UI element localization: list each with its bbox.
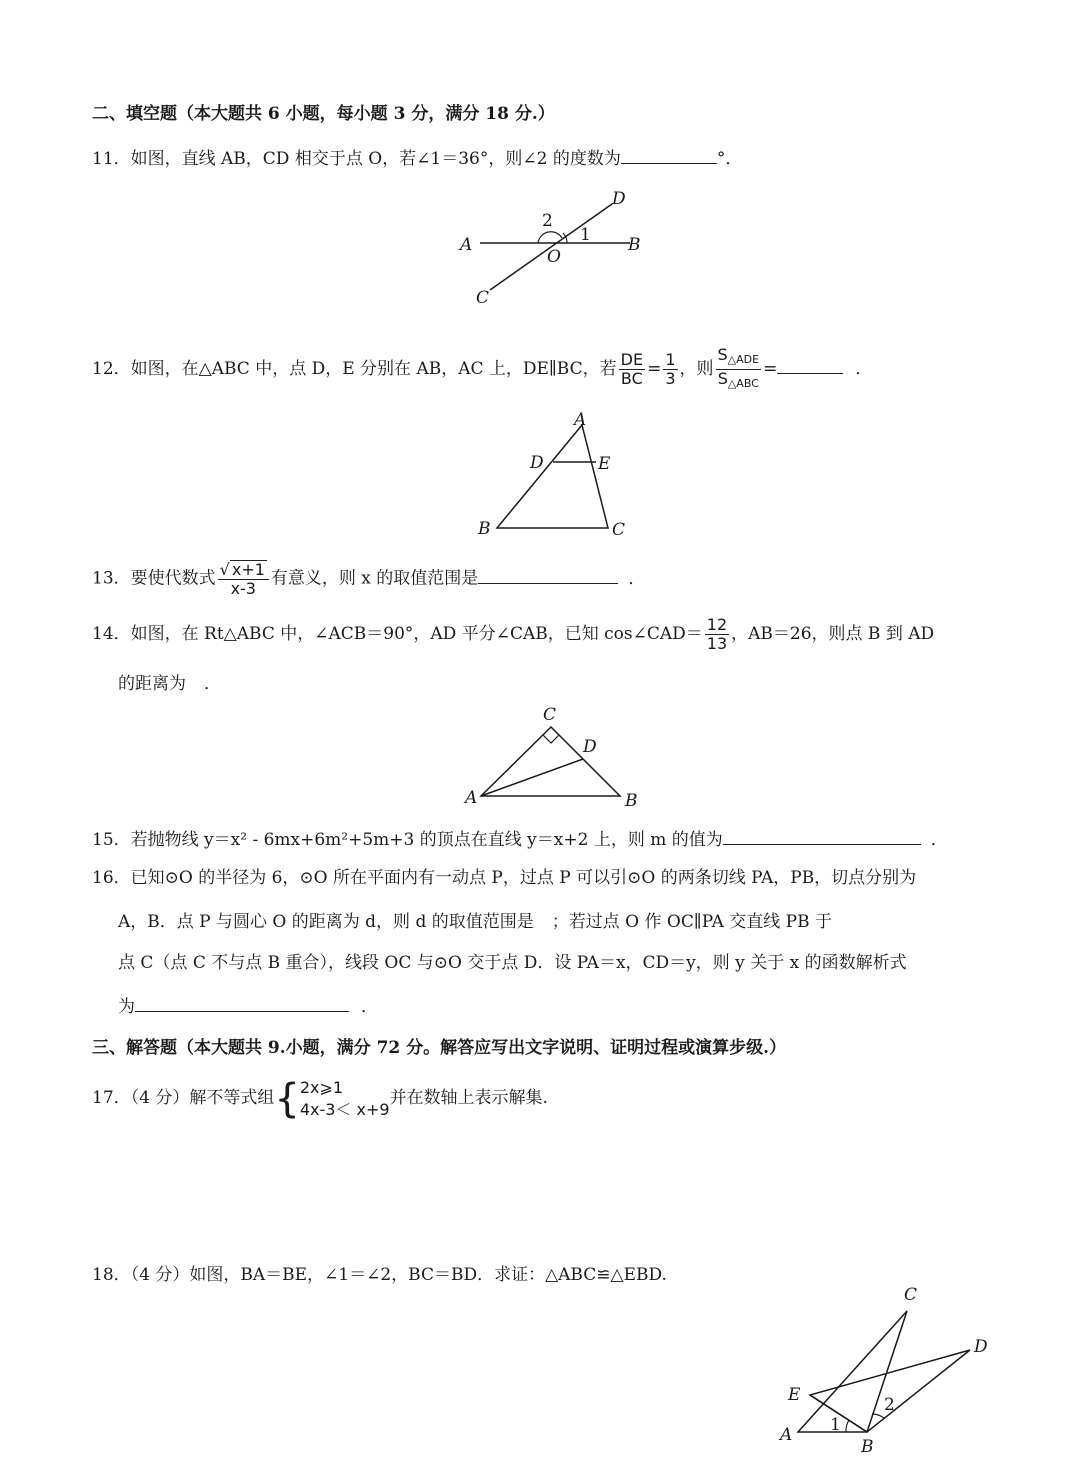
label-b: B	[861, 1437, 874, 1457]
inequality-system: { 2x⩾1 4x-3＜ x+9	[274, 1075, 390, 1122]
label-a: A	[574, 410, 587, 430]
label-b: B	[628, 235, 641, 255]
answer-blank-11[interactable]	[621, 145, 717, 164]
answer-blank-16b[interactable]	[135, 993, 349, 1012]
fraction-de-bc: $\frac{DE}{BC}$	[620, 350, 644, 388]
right-angle-mark	[543, 735, 559, 743]
figure-q11-intersecting-lines	[440, 180, 680, 310]
question-14-post: ，AB＝26，则点 B 到 AD	[731, 624, 935, 644]
label-angle-2: 2	[884, 1395, 895, 1415]
fraction-12-13: $\frac{12}{13}$	[706, 615, 728, 653]
question-14-line2: 的距离为 ．	[118, 674, 221, 694]
label-o: O	[547, 247, 561, 267]
question-11-tail: °．	[716, 149, 743, 169]
label-d: D	[583, 737, 597, 757]
figure-q14-right-triangle	[455, 700, 655, 815]
label-d: D	[974, 1337, 988, 1357]
fraction-one-third: $\frac{1}{3}$	[665, 350, 676, 388]
label-a: A	[780, 1425, 793, 1445]
answer-blank-12[interactable]	[777, 355, 843, 374]
fraction-sqrt: $\frac{√ x+1}{x-3}$	[218, 560, 269, 598]
triangle-acb	[481, 727, 620, 796]
question-13-pre: 13．要使代数式	[92, 568, 216, 589]
label-c: C	[543, 705, 557, 725]
triangle-abc	[497, 425, 608, 528]
label-c: C	[476, 288, 490, 308]
question-13: 13．要使代数式 $\frac{√ x+1}{x-3}$ 有意义，则 x 的取值范围是 ．	[92, 560, 646, 598]
question-15: 15．若抛物线 y＝x² - 6mx+6m²+5m+3 的顶点在直线 y＝x+2 上，则 m 的值为 ．	[92, 826, 948, 852]
label-a: A	[465, 788, 478, 808]
label-e: E	[788, 1385, 801, 1405]
segment-ad	[481, 759, 583, 796]
label-d: D	[612, 189, 626, 209]
label-b: B	[625, 791, 638, 811]
question-16-line1: 16．已知⊙O 的半径为 6，⊙O 所在平面内有一动点 P，过点 P 可以引⊙O 的两条切线 PA，PB，切点分别为	[92, 868, 917, 888]
figure-q18-congruent-triangles	[770, 1280, 1010, 1455]
question-13-post: 有意义，则 x 的取值范围是	[270, 568, 479, 589]
question-18: 18．（4 分）如图，BA＝BE，∠1＝∠2，BC＝BD．求证：△ABC≌△EBD.	[92, 1265, 667, 1285]
angle-2-arc	[872, 1414, 884, 1418]
figure-q12-triangle	[470, 405, 640, 545]
label-b: B	[478, 519, 491, 539]
label-a: A	[460, 235, 473, 255]
question-16-line4: 为 ．	[118, 993, 378, 1019]
label-c: C	[904, 1285, 918, 1305]
answer-blank-13[interactable]	[478, 565, 618, 584]
question-16-line2: A，B．点 P 与圆心 O 的距离为 d，则 d 的取值范围是 ；若过点 O 作 OC∥PA 交直线 PB 于	[118, 912, 832, 932]
label-angle-1: 1	[830, 1415, 841, 1435]
angle-1-arc	[846, 1420, 849, 1432]
question-11-text: 11．如图，直线 AB，CD 相交于点 O，若∠1＝36°，则∠2 的度数为	[92, 149, 621, 169]
label-d: D	[530, 453, 544, 473]
question-11	[92, 145, 742, 171]
fraction-area-ratio: $\frac{S_{\triangle ADE}}{S_{\triangle ABC}}$	[717, 345, 760, 390]
question-16-line3: 点 C（点 C 不与点 B 重合），线段 OC 与⊙O 交于点 D．设 PA＝x，CD＝y，则 y 关于 x 的函数解析式	[118, 953, 907, 973]
question-17-pre: 17．（4 分）解不等式组	[92, 1088, 275, 1108]
section-2-title: 二、填空题（本大题共 6 小题，每小题 3 分，满分 18 分.）	[92, 104, 555, 124]
question-17-post: 并在数轴上表示解集.	[389, 1088, 548, 1108]
question-15-text: 15．若抛物线 y＝x² - 6mx+6m²+5m+3 的顶点在直线 y＝x+2 上，则 m 的值为	[92, 830, 723, 850]
question-14	[92, 616, 934, 653]
label-angle-2: 2	[542, 211, 553, 231]
question-12: 12．如图，在△ABC 中，点 D，E 分别在 AB，AC 上，DE∥BC，若 $\frac{DE}{BC}$ = $\frac{1}{3}$ ，则 $\frac{S_{\triangle ADE}}{S_{\triangle ABC}}$ = ．	[92, 346, 872, 393]
label-c: C	[612, 520, 626, 540]
label-angle-1: 1	[580, 225, 591, 245]
label-e: E	[598, 454, 611, 474]
section-3-title: 三、解答题（本大题共 9.小题，满分 72 分。解答应写出文字说明、证明过程或演算步级.）	[92, 1038, 787, 1058]
question-17	[92, 1072, 548, 1124]
answer-blank-15[interactable]	[723, 826, 921, 845]
question-12-text: 12．如图，在△ABC 中，点 D，E 分别在 AB，AC 上，DE∥BC，若	[92, 359, 617, 379]
question-14-text: 14．如图，在 Rt△ABC 中，∠ACB＝90°，AD 平分∠CAB，已知 cos∠CAD＝	[92, 624, 703, 644]
